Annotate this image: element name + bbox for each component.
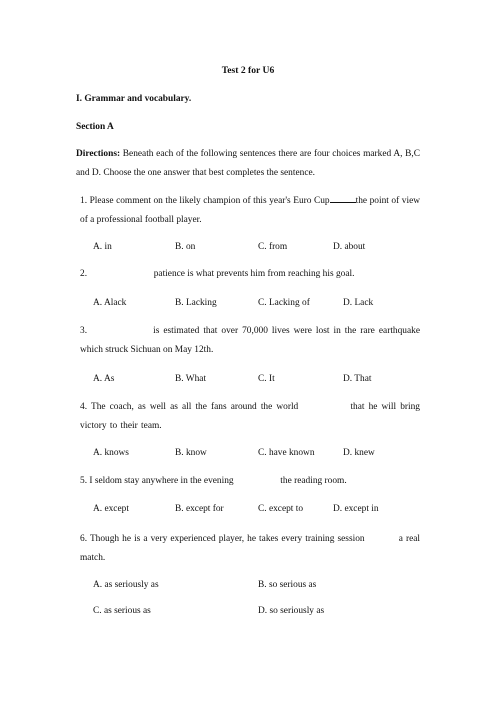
option-c[interactable]: C. It [258,374,275,384]
option-d[interactable]: D. so seriously as [258,606,325,616]
page-title: Test 2 for U6 [221,65,275,76]
section-heading: Section A [76,122,114,132]
question-text-after: the point of view of a professional football player. [80,196,420,225]
option-a[interactable]: A. as seriously as [93,580,159,590]
question-text-before: The coach, as well as all the fans around the world [90,402,299,412]
option-b[interactable]: B. Lacking [175,298,217,308]
option-c[interactable]: C. from [258,242,288,252]
question-2 [80,269,354,280]
option-d[interactable]: D. about [333,242,366,252]
question-number: 6. [80,534,88,544]
question-text-after: the reading room. [280,476,347,486]
question-text-after: that he will bring victory to their team. [80,402,420,431]
directions-text: Beneath each of the following sentences there are four choices marked A, B,C and D. Choose the one answer that best completes the sentence. [76,149,420,178]
question-1 [80,192,420,229]
question-4 [80,398,420,435]
question-text-before: Though he is a very experienced player, he takes every training session [89,534,365,544]
option-d[interactable]: D. Lack [343,298,374,308]
question-5 [80,476,347,487]
question-number: 2. [80,269,88,279]
option-b[interactable]: B. except for [175,504,224,514]
question-text-after: is estimated that over 70,000 lives were lost in the rare earthquake which struck Sichuan on May 12th. [80,326,420,355]
option-d[interactable]: D. except in [333,504,379,514]
option-b[interactable]: B. know [175,448,207,458]
option-a[interactable]: A. except [93,504,129,514]
option-b[interactable]: B. so serious as [258,580,317,590]
question-text-after: patience is what prevents him from reaching his goal. [153,269,355,279]
directions-label: Directions: [76,149,121,159]
question-number: 4. [80,402,88,412]
question-text-after: a real match. [80,534,421,563]
question-number: 5. [80,476,88,486]
question-text-before: Please comment on the likely champion of this year's Euro Cup [89,196,330,206]
part-heading: I. Grammar and vocabulary. [76,94,192,104]
question-text-before: I seldom stay anywhere in the evening [89,476,234,486]
option-b[interactable]: B. on [175,242,196,252]
option-c[interactable]: C. Lacking of [258,298,310,308]
option-a[interactable]: A. As [93,374,115,384]
question-number: 3. [80,326,88,336]
option-c[interactable]: C. as serious as [93,606,151,616]
option-d[interactable]: D. knew [343,448,375,458]
option-c[interactable]: C. have known [258,448,315,458]
question-number: 1. [80,196,88,206]
question-3 [80,322,420,359]
option-a[interactable]: A. Alack [93,298,127,308]
option-d[interactable]: D. That [343,374,372,384]
option-b[interactable]: B. What [175,374,207,384]
question-6 [80,530,420,567]
option-a[interactable]: A. in [93,242,112,252]
directions [76,145,420,182]
answer-blank[interactable] [330,194,356,203]
option-c[interactable]: C. except to [258,504,304,514]
option-a[interactable]: A. knows [93,448,129,458]
